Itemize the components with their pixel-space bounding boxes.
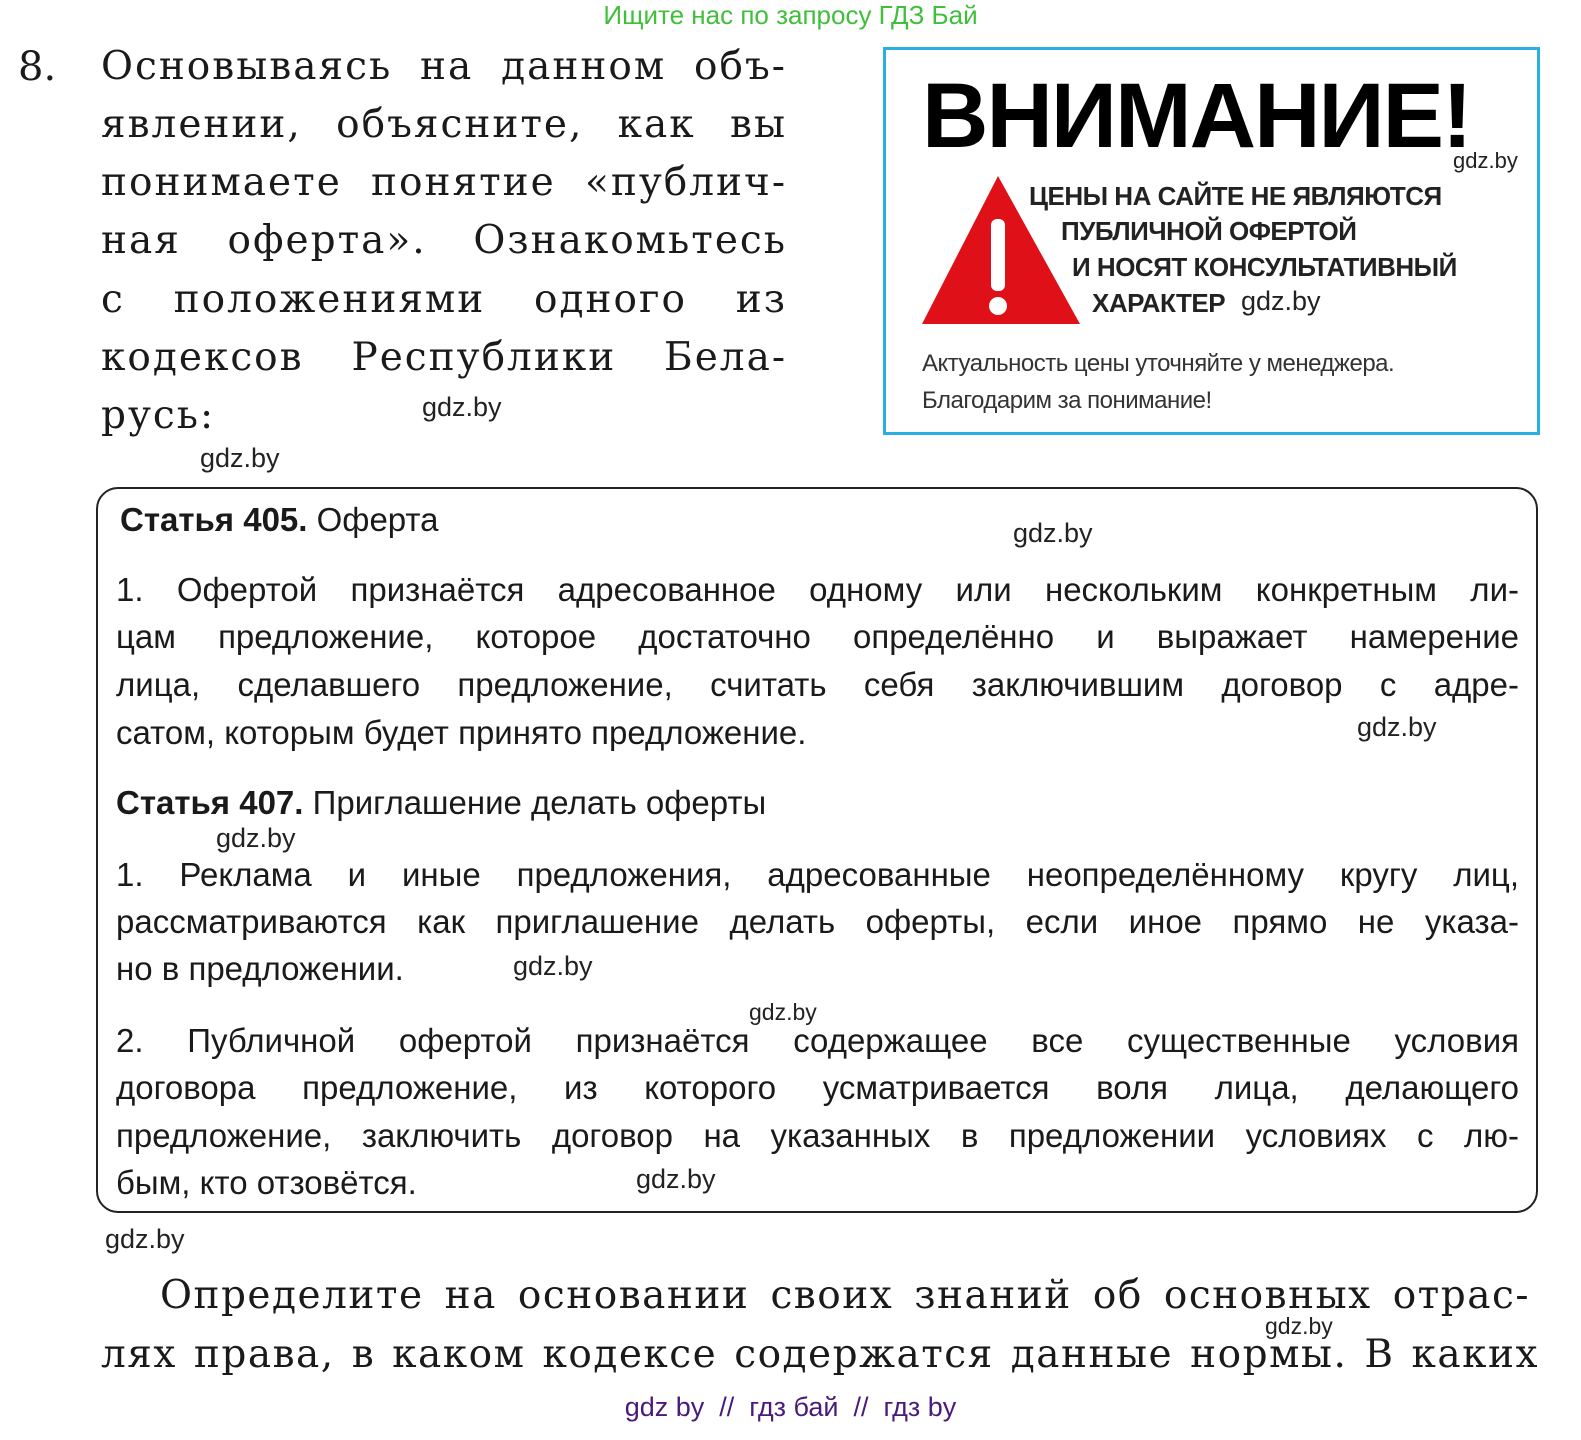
- watermark: gdz.by: [1013, 518, 1093, 548]
- watermark: gdz.by: [216, 823, 296, 853]
- watermark: gdz.by: [422, 392, 502, 422]
- watermark: gdz.by: [200, 443, 280, 473]
- question-line: Основываясь на данном объ-: [101, 44, 787, 89]
- notice-line: И НОСЯТ КОНСУЛЬТАТИВНЫЙ: [1072, 252, 1457, 282]
- article-title: Приглашение делать оферты: [312, 784, 767, 821]
- article-line: 1. Реклама и иные предложения, адресованные неопределённому кругу лиц,: [116, 856, 1519, 893]
- watermark: gdz.by: [749, 999, 817, 1025]
- watermark: gdz.by: [636, 1164, 716, 1194]
- watermark: gdz.by: [1241, 286, 1321, 316]
- watermark: gdz.by: [105, 1224, 185, 1254]
- question-line: ная оферта». Ознакомьтесь: [101, 218, 787, 263]
- question-line: русь:: [101, 393, 216, 438]
- question-line: кодексов Республики Бела-: [101, 335, 787, 380]
- notice-image: [883, 47, 1540, 435]
- watermark: gdz.by: [1453, 148, 1518, 173]
- article-407-heading: [116, 783, 766, 823]
- watermark: gdz.by: [1357, 712, 1437, 742]
- article-line: 1. Офертой признаётся адресованное одному или нескольким конкретным ли-: [116, 571, 1519, 608]
- notice-footer-line: Актуальность цены уточняйте у менеджера.: [922, 350, 1395, 377]
- bottom-text-line: лях права, в каком кодексе содержатся данные нормы. В каких: [101, 1332, 1539, 1377]
- question-line: явлении, объясните, как вы: [101, 102, 787, 147]
- footer-links[interactable]: gdz by // гдз бай // гдз by: [624, 1392, 957, 1422]
- article-line: цам предложение, которое достаточно определённо и выражает намерение: [116, 618, 1519, 655]
- article-405-heading: [120, 500, 439, 540]
- search-banner[interactable]: Ищите нас по запросу ГДЗ Бай: [603, 0, 978, 30]
- article-line: договора предложение, из которого усматривается воля лица, делающего: [116, 1069, 1519, 1106]
- article-line: 2. Публичной офертой признаётся содержащее все существенные условия: [116, 1022, 1519, 1059]
- notice-title: ВНИМАНИЕ!: [922, 65, 1471, 167]
- article-label: Статья 405.: [120, 501, 308, 538]
- notice-footer-line: Благодарим за понимание!: [922, 387, 1212, 414]
- article-title: Оферта: [316, 501, 439, 538]
- article-label: Статья 407.: [116, 784, 304, 821]
- article-line: бым, кто отзовётся.: [116, 1164, 417, 1201]
- article-line: но в предложении.: [116, 950, 404, 987]
- notice-line: ПУБЛИЧНОЙ ОФЕРТОЙ: [1061, 216, 1357, 246]
- notice-line: ХАРАКТЕР: [1092, 288, 1226, 318]
- watermark: gdz.by: [1265, 1313, 1333, 1339]
- article-line: сатом, которым будет принято предложение.: [116, 714, 807, 751]
- article-line: рассматриваются как приглашение делать оферты, если иное прямо не указа-: [116, 903, 1519, 940]
- watermark: gdz.by: [513, 951, 593, 981]
- question-line: понимаете понятие «публич-: [101, 160, 787, 205]
- bottom-text-line: Определите на основании своих знаний об основных отрас-: [160, 1273, 1530, 1318]
- notice-line: ЦЕНЫ НА САЙТЕ НЕ ЯВЛЯЮТСЯ: [1029, 181, 1442, 211]
- article-line: предложение, заключить договор на указанных в предложении условиях с лю-: [116, 1117, 1519, 1154]
- article-line: лица, сделавшего предложение, считать себя заключившим договор с адре-: [116, 666, 1519, 703]
- question-number: 8.: [18, 44, 57, 90]
- question-line: с положениями одного из: [101, 277, 787, 322]
